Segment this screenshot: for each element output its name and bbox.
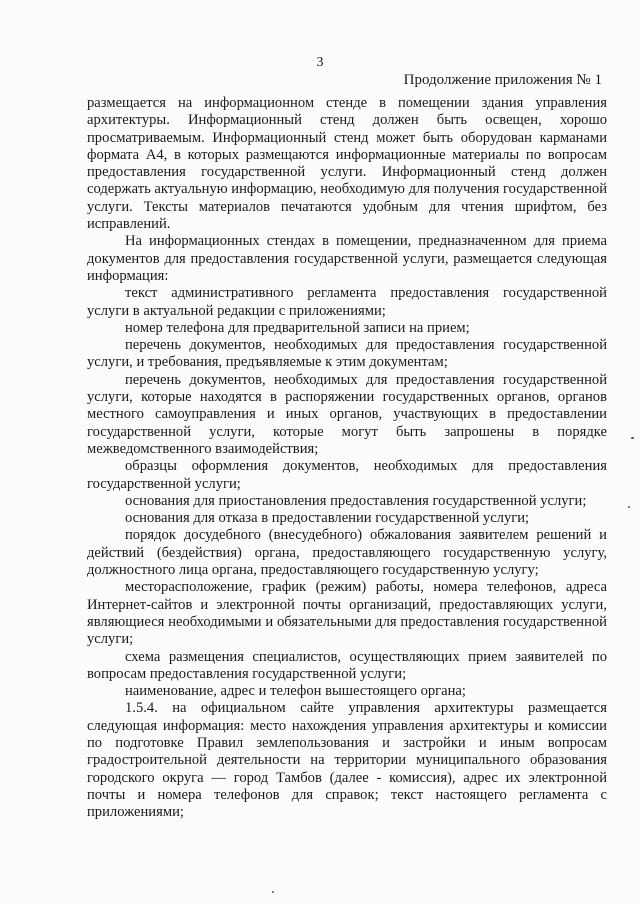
list-item-required-documents: перечень документов, необходимых для предоставления государственной услуги, и требования, предъявляемые к этим документам; [87, 337, 607, 371]
list-item-suspension-grounds: основания для приостановления предоставления государственной услуги; [125, 492, 587, 509]
page-number: 3 [316, 55, 324, 70]
paragraph-stand-info-intro: На информационных стендах в помещении, предназначенном для приема документов для предоставления государственной услуги, размещается следующая информация: [87, 233, 607, 284]
list-item-organization-contacts: месторасположение, график (режим) работы, номера телефонов, адреса Интернет-сайтов и электронной почты организаций, предоставляющих услуги, являющиеся необходимыми и обязательными для предоставления государственной услуги; [87, 579, 607, 648]
scan-speck [272, 891, 274, 893]
list-item-regulation-text: текст административного регламента предоставления государственной услуги в актуальной редакции с приложениями; [87, 285, 607, 319]
list-item-phone: номер телефона для предварительной записи на прием; [125, 319, 470, 336]
document-body [87, 95, 607, 821]
paragraph-stand-requirements: размещается на информационном стенде в помещении здания управления архитектуры. Информационный стенд должен быть освещен, хорошо просматриваемым. Информационный стенд может быть оборудован карманами формата А4, в которых размещаются информационные материалы по вопросам предоставления государственной услуги. Информационный стенд должен содержать актуальную информацию, необходимую для получения государственной услуги. Тексты материалов печатаются удобным для чтения шрифтом, без исправлений. [87, 95, 607, 233]
list-item-agency-documents: перечень документов, необходимых для предоставления государственной услуги, которые находятся в распоряжении государственных органов, органов местного самоуправления и иных органов, участвующих в предоставлении государственной услуги, которые могут быть запрошены в порядке межведомственного взаимодействия; [87, 371, 607, 457]
scan-speck [628, 506, 630, 508]
list-item-refusal-grounds: основания для отказа в предоставлении государственной услуги; [125, 510, 530, 527]
scan-speck [631, 437, 634, 439]
paragraph-website-info: 1.5.4. на официальном сайте управления архитектуры размещается следующая информация: место нахождения управления архитектуры и комиссии по подготовке Правил землепользования и застройки и иным вопросам градостроительной деятельности на территории муниципального образования городского округа — город Тамбов (далее - комиссия), адрес их электронной почты и номера телефонов для справок; текст настоящего регламента с приложениями; [87, 700, 607, 821]
appendix-continuation-note: Продолжение приложения № 1 [403, 72, 602, 88]
list-item-staff-scheme: схема размещения специалистов, осуществляющих прием заявителей по вопросам предоставления государственной услуги; [87, 648, 607, 682]
list-item-superior-body: наименование, адрес и телефон вышестоящего органа; [125, 683, 466, 700]
list-item-appeal-procedure: порядок досудебного (внесудебного) обжалования заявителем решений и действий (бездействия) органа, предоставляющего государственную услугу, должностного лица органа, предоставляющего государственную услугу; [87, 527, 607, 579]
list-item-document-samples: образцы оформления документов, необходимых для предоставления государственной услуги; [87, 458, 607, 492]
